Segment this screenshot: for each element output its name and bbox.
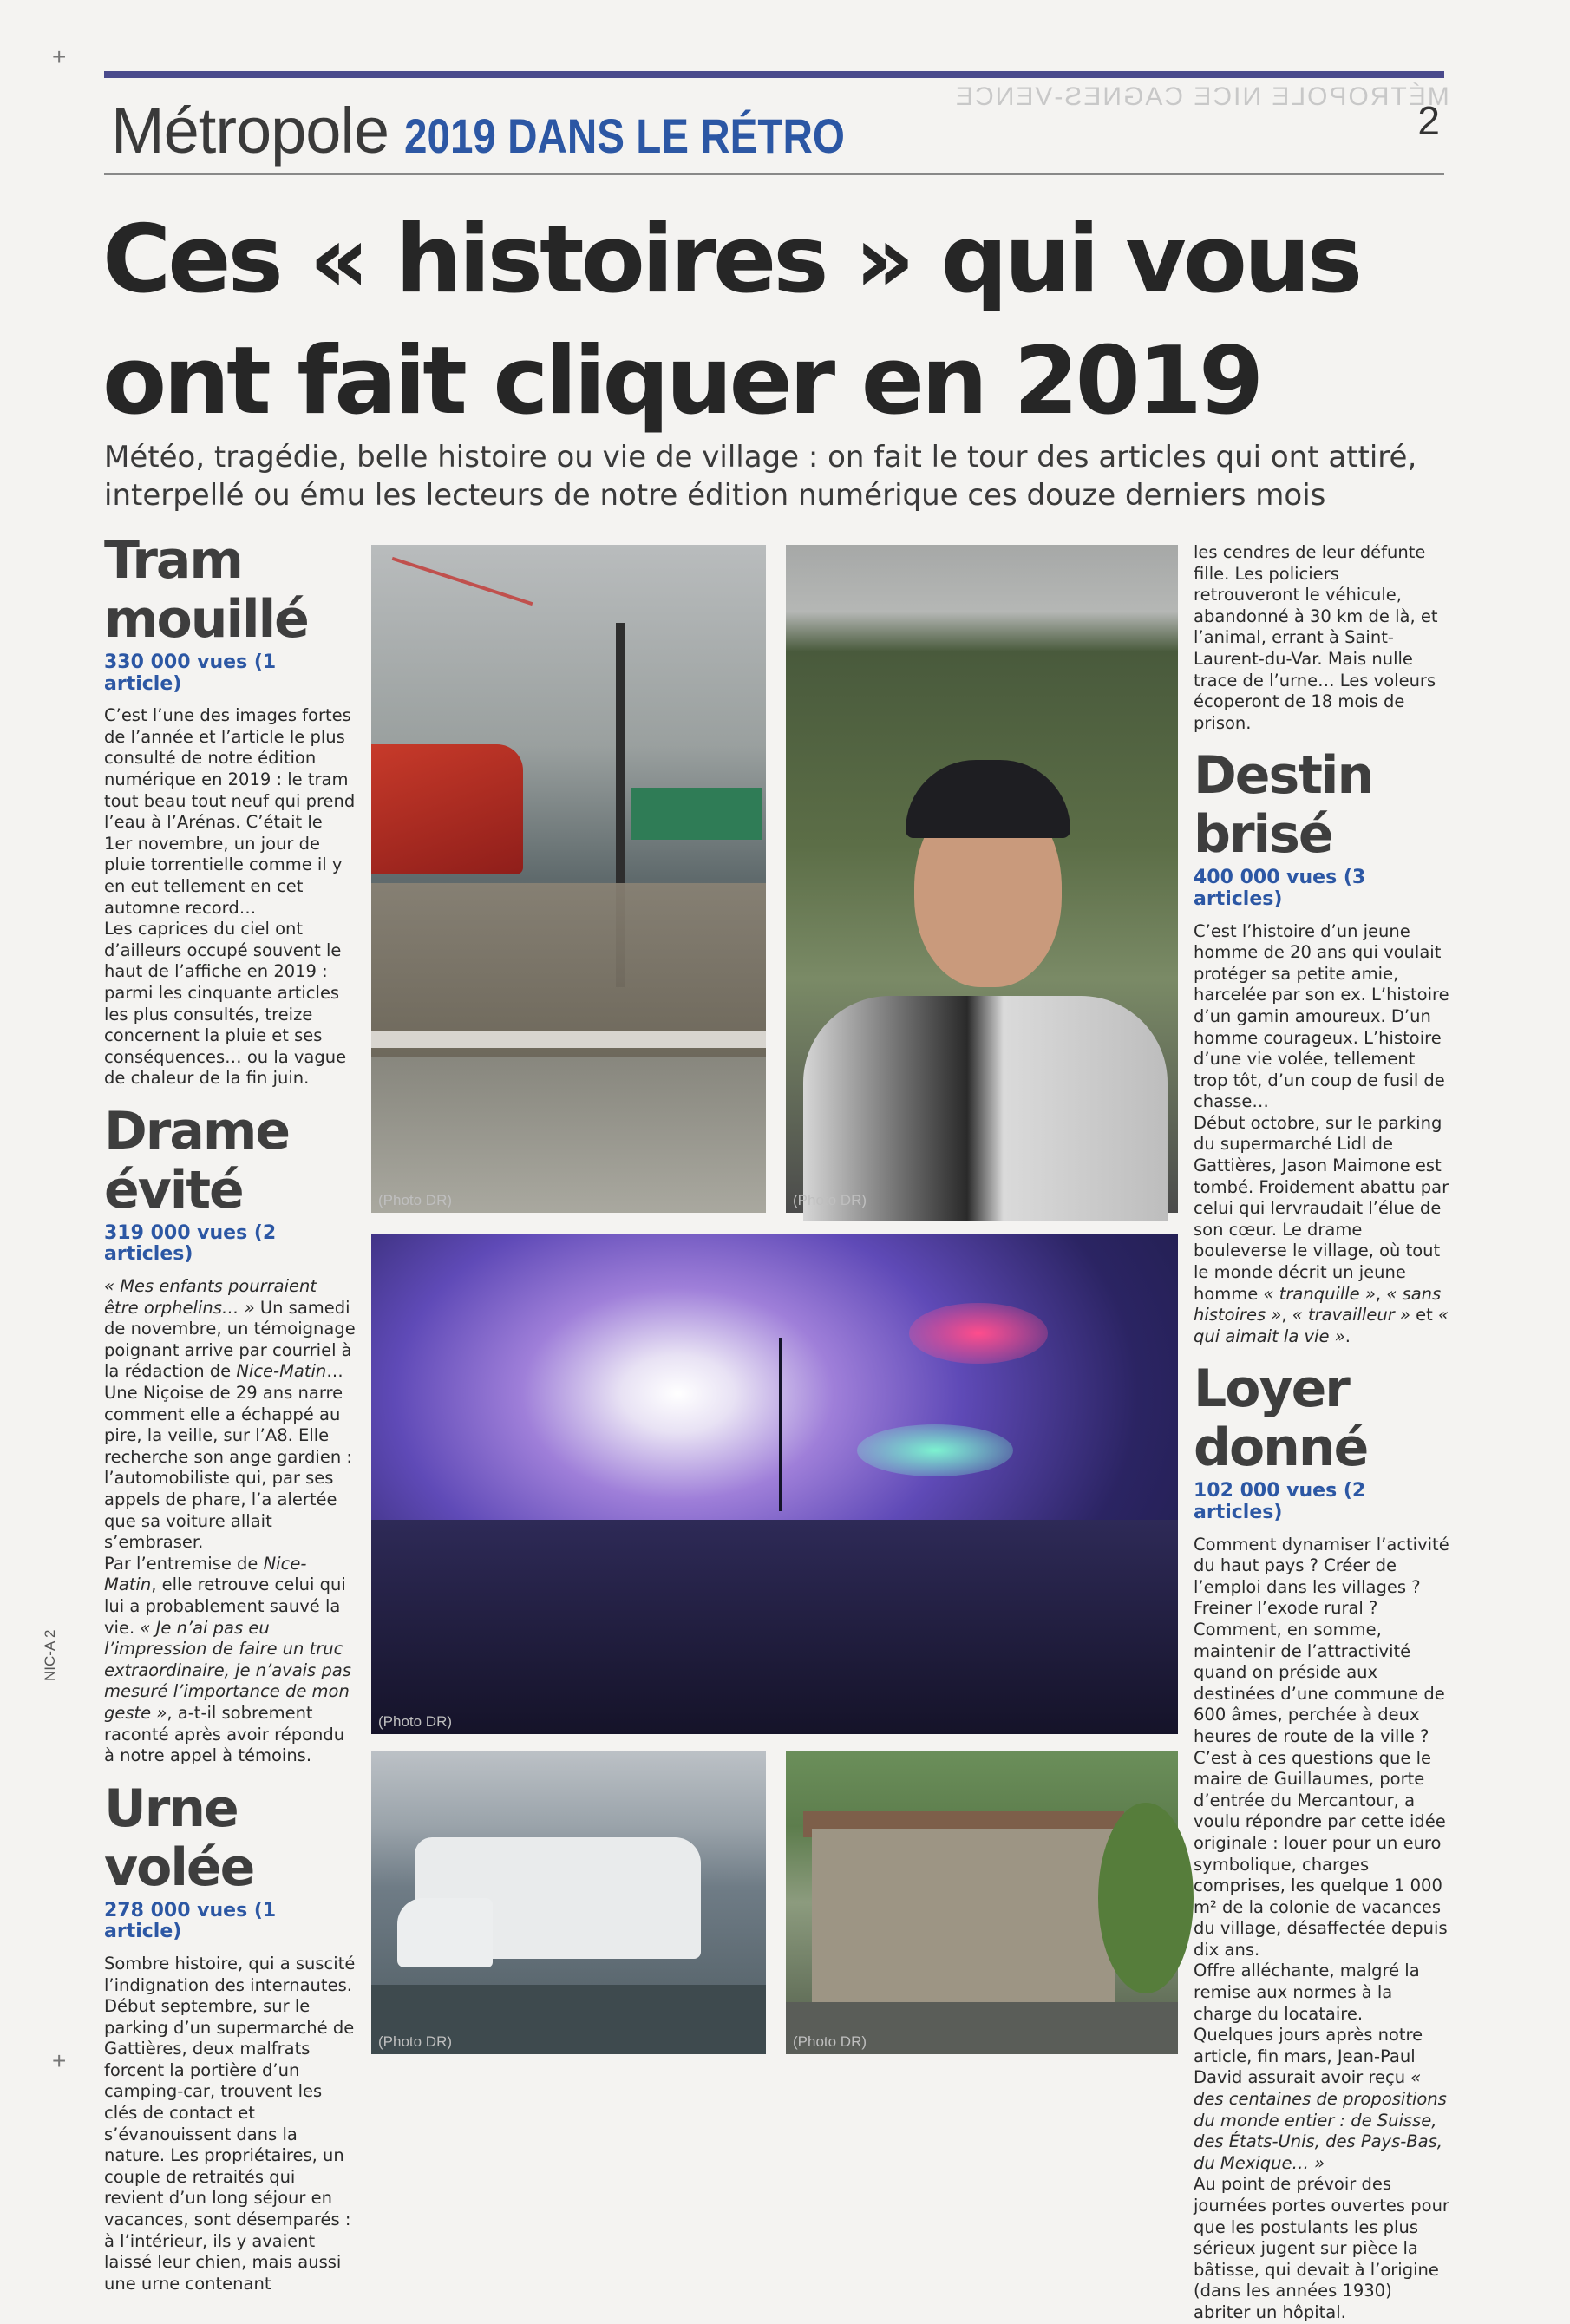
article-urne <box>104 1779 356 2295</box>
light-glow <box>909 1303 1048 1364</box>
quote: « qui aimait la vie » <box>1194 1305 1449 1346</box>
header-rule <box>104 173 1444 175</box>
text-run: … <box>326 1361 343 1382</box>
text-run: , elle retrouve celui qui lui a probablement sauvé la vie. <box>104 1574 346 1638</box>
section-header <box>111 94 923 172</box>
text-run: Quelques jours après notre article, fin mars, Jean-Paul David assurait avoir reçu <box>1194 2025 1423 2088</box>
article-paragraph: les cendres de leur défunte fille. Les policiers retrouveront le véhicule, abandonné à 30 km de là, et l’animal, errant à Saint-Laurent-du-Var. Mais nulle trace de l’urne… Les voleurs écoperont de 18 mois de prison. <box>1194 542 1438 733</box>
text-run: , <box>1281 1305 1292 1326</box>
photo-credit: (Photo DR) <box>793 2033 867 2050</box>
quote: « sans histoires » <box>1194 1283 1442 1326</box>
views-count: 400 000 vues (3 articles) <box>1194 867 1366 910</box>
publication-name: Nice-Matin <box>104 1553 307 1595</box>
photo-camping-car <box>371 1751 766 2054</box>
lamp-post <box>779 1338 782 1511</box>
article-paragraph <box>104 1554 356 1767</box>
section-name: Métropole <box>111 95 389 167</box>
text-run: Un samedi de novembre, un témoignage poignant arrive par courriel à la rédaction de <box>104 1297 356 1382</box>
crop-mark: + <box>52 2047 67 2074</box>
article-title-line: Drame <box>104 1100 290 1162</box>
article-title <box>1194 746 1450 864</box>
article-paragraph <box>104 1276 356 1383</box>
quote: « tranquille » <box>1263 1283 1376 1304</box>
quote: « Je n’ai pas eu l’impression de faire un truc extraordinaire, je n’avais pas mesuré l’importance de mon geste » <box>104 1617 351 1723</box>
photo-credit: (Photo DR) <box>378 1713 453 1730</box>
photo-credit: (Photo DR) <box>378 2033 453 2050</box>
light-glow <box>857 1424 1013 1476</box>
article-paragraph: C’est l’une des images fortes de l’année et l’article le plus consulté de notre édition numérique en 2019 : le tram tout beau tout neuf qui prend l’eau à l’Arénas. C’était le 1er novembre, un jour de pluie torrentielle comme il y en eut tellement en cet automne record… <box>104 705 356 918</box>
publication-name: Nice-Matin <box>236 1361 327 1382</box>
text-run: . <box>1344 1326 1351 1346</box>
article-paragraph: Une Niçoise de 29 ans narre comment elle a échappé au pire, la veille, sur l’A8. Elle recherche son ange gardien : l’automobiliste qui, par ses appels de phare, l’a alertée que sa voiture allait s’embraser. <box>104 1383 352 1553</box>
article-paragraph <box>1194 1113 1450 1348</box>
text-run: et <box>1410 1305 1438 1326</box>
crop-mark: + <box>52 43 67 70</box>
article-title-line: brisé <box>1194 804 1332 866</box>
column-right <box>1194 542 1450 2324</box>
cap-shape <box>906 760 1070 838</box>
article-destin <box>1194 746 1450 1347</box>
article-title <box>104 1779 356 1897</box>
article-paragraph: Les caprices du ciel ont d’ailleurs occupé souvent le haut de l’affiche en 2019 : parmi les cinquante articles les plus consultés, treize concernent la pluie et ses conséquences… ou la vague de chaleur de la fin juin. <box>104 919 347 1089</box>
photo-colony-building <box>786 1751 1178 2054</box>
edition-label: NIC-A 2 <box>42 1629 58 1681</box>
article-title-line: volée <box>104 1836 254 1898</box>
text-run: , a-t-il sobrement raconté après avoir répondu à notre appel à témoins. <box>104 1702 345 1766</box>
text-run: , <box>1375 1283 1387 1304</box>
photo-highway-night <box>371 1234 1178 1734</box>
article-paragraph: Début septembre, sur le parking d’un supermarché de Gattières, deux malfrats forcent la portière d’un camping-car, trouvent les clés de contact et s’évanouissent dans la nature. Les propriétaires, un couple de retraités qui revient d’un long séjour en vacances, sont désemparés : à l’intérieur, ils y avaient laissé leur chien, mais aussi une urne contenant <box>104 1996 355 2294</box>
tree <box>1098 1803 1194 1993</box>
curb <box>371 1031 766 1048</box>
quote: « des centaines de propositions du monde entier : de Suisse, des États-Unis, des Pays-Bas, du Mexique… » <box>1194 2067 1447 2173</box>
camper-cab <box>397 1898 493 1967</box>
text-run: Par l’entremise de <box>104 1553 264 1574</box>
article-title-line: Urne <box>104 1777 238 1839</box>
article-title-line: donné <box>1194 1417 1368 1479</box>
article-title-line: Tram <box>104 530 242 591</box>
views-count: 278 000 vues (1 article) <box>104 1899 277 1943</box>
views-count: 102 000 vues (2 articles) <box>1194 1480 1366 1523</box>
article-title-line: Loyer <box>1194 1358 1349 1420</box>
views-count: 330 000 vues (1 article) <box>104 651 277 695</box>
photo-credit: (Photo DR) <box>378 1192 453 1208</box>
article-drame <box>104 1102 356 1767</box>
headline: Ces « histoires » qui vous ont fait cliquer en 2019 <box>102 206 1360 435</box>
green-sign <box>631 788 762 840</box>
crane-shape <box>392 557 533 606</box>
quote: « travailleur » <box>1292 1305 1410 1326</box>
quote: « Mes enfants pourraient être orphelins… » <box>104 1276 317 1318</box>
section-subtitle: 2019 DANS LE RÉTRO <box>404 108 845 163</box>
photo-flooded-tram <box>371 545 766 1213</box>
article-title <box>1194 1359 1450 1477</box>
show-through-text: MÉTROPOLE NICE CAGNES-VENCE <box>954 82 1449 111</box>
article-paragraph <box>1194 2025 1450 2174</box>
article-title <box>104 531 356 649</box>
article-title-line: Destin <box>1194 745 1373 807</box>
road <box>371 1520 1178 1734</box>
photo-portrait <box>786 545 1178 1213</box>
article-paragraph: Sombre histoire, qui a suscité l’indignation des internautes. <box>104 1953 356 1995</box>
article-title-line: évité <box>104 1159 243 1221</box>
article-tram <box>104 531 356 1090</box>
page-number: 2 <box>1417 98 1440 143</box>
article-title <box>104 1102 356 1220</box>
article-paragraph: C’est l’histoire d’un jeune homme de 20 ans qui voulait protéger sa petite amie, harcelée par son ex. L’histoire d’un gamin amoureux. D’un homme courageux. L’histoire d’une vie volée, tellement trop tôt, d’un coup de fusil de chasse… <box>1194 920 1449 1112</box>
article-paragraph: C’est à ces questions que le maire de Guillaumes, porte d’entrée du Mercantour, a voulu répondre par cette idée originale : louer pour un euro symbolique, charges comprises, les quelque 1 000 m² de la colonie de vacances du village, désaffectée depuis dix ans. <box>1194 1747 1448 1960</box>
subheadline: Météo, tragédie, belle histoire ou vie de village : on fait le tour des articles qui ont attiré, interpellé ou ému les lecteurs de notre édition numérique ces douze derniers mois <box>104 440 1417 513</box>
article-paragraph: Offre alléchante, malgré la remise aux normes à la charge du locataire. <box>1194 1961 1420 2024</box>
article-title-line: mouillé <box>104 589 308 650</box>
article-paragraph: Comment dynamiser l’activité du haut pays ? Créer de l’emploi dans les villages ? Freiner l’exode rural ? Comment, en somme, maintenir de l’attractivité quand on préside aux destinées d’une commune de 600 âmes, perchée à deux heures de route de la ville ? <box>1194 1534 1449 1746</box>
article-loyer <box>1194 1359 1450 2323</box>
column-left <box>104 531 356 2295</box>
stone-building <box>812 1829 1115 2002</box>
article-paragraph: Au point de prévoir des journées portes ouvertes pour que les postulants les plus sérieux jugent sur pièce la bâtisse, qui devait à l’origine (dans les années 1930) abriter un hôpital. <box>1194 2174 1449 2322</box>
text-run: Début octobre, sur le parking du supermarché Lidl de Gattières, Jason Maimone est tombé. Froidement abattu par celui qui lervraudait l’élue de son cœur. Le drame bouleverse le village, où tout le monde décrit un jeune homme <box>1194 1112 1449 1304</box>
tram-shape <box>371 744 523 874</box>
top-rule <box>104 71 1444 78</box>
jacket-shape <box>803 996 1168 1221</box>
photo-credit: (Photo DR) <box>793 1192 867 1208</box>
views-count: 319 000 vues (2 articles) <box>104 1221 277 1266</box>
